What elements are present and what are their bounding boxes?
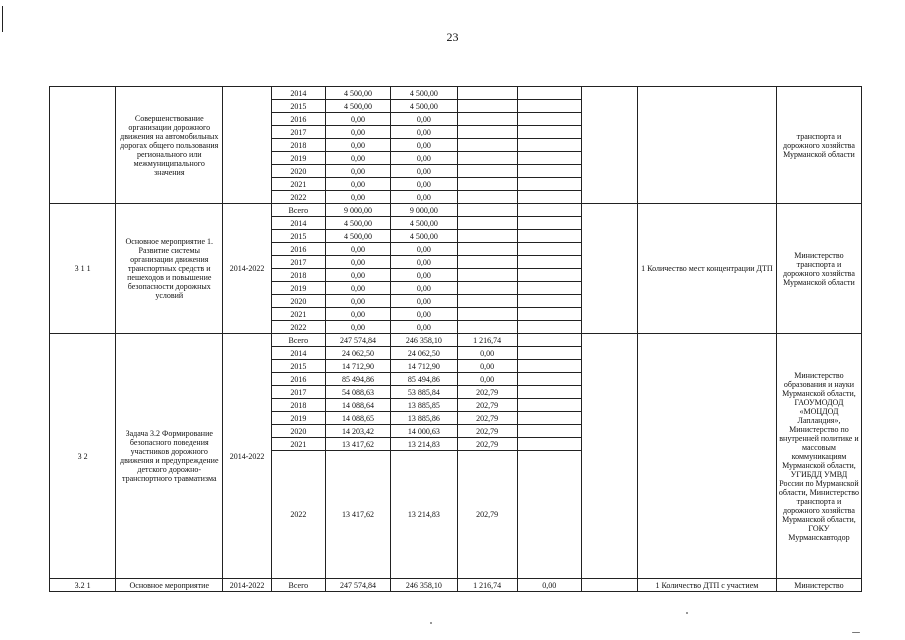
measure-description: Совершенствование организации дорожного движения на автомобильных дорогах общего пользования регионального или межмуниципального значения bbox=[116, 87, 223, 204]
regional-budget-cell: 14 000,63 bbox=[391, 425, 457, 438]
other-source-cell: 202,79 bbox=[457, 425, 517, 438]
measure-description: Основное мероприятие bbox=[116, 579, 223, 592]
year-cell: 2015 bbox=[271, 360, 325, 373]
other-source-cell: 202,79 bbox=[457, 386, 517, 399]
period-cell: 2014-2022 bbox=[223, 204, 272, 334]
regional-budget-cell: 0,00 bbox=[391, 165, 457, 178]
extra-cell bbox=[517, 139, 581, 152]
indicator-cell bbox=[637, 334, 776, 579]
extra-cell bbox=[517, 269, 581, 282]
extra-cell bbox=[517, 386, 581, 399]
other-source-cell bbox=[457, 321, 517, 334]
extra-cell bbox=[517, 100, 581, 113]
year-cell: 2021 bbox=[271, 308, 325, 321]
regional-budget-cell: 4 500,00 bbox=[391, 230, 457, 243]
year-cell: 2014 bbox=[271, 347, 325, 360]
total-funding-cell: 4 500,00 bbox=[325, 87, 390, 100]
extra-cell bbox=[581, 87, 637, 204]
other-source-cell: 0,00 bbox=[457, 347, 517, 360]
total-funding-cell: 247 574,84 bbox=[325, 579, 390, 592]
total-funding-cell: 4 500,00 bbox=[325, 100, 390, 113]
total-funding-cell: 0,00 bbox=[325, 139, 390, 152]
other-source-cell bbox=[457, 126, 517, 139]
year-cell: 2021 bbox=[271, 178, 325, 191]
other-source-cell bbox=[457, 204, 517, 217]
year-cell: 2018 bbox=[271, 139, 325, 152]
regional-budget-cell: 0,00 bbox=[391, 295, 457, 308]
year-cell: Всего bbox=[271, 204, 325, 217]
regional-budget-cell: 246 358,10 bbox=[391, 334, 457, 347]
year-cell: Всего bbox=[271, 579, 325, 592]
total-funding-cell: 54 088,63 bbox=[325, 386, 390, 399]
total-funding-cell: 0,00 bbox=[325, 126, 390, 139]
regional-budget-cell: 4 500,00 bbox=[391, 217, 457, 230]
extra-cell bbox=[517, 347, 581, 360]
other-source-cell bbox=[457, 256, 517, 269]
scan-speck bbox=[852, 632, 860, 633]
other-source-cell bbox=[457, 269, 517, 282]
total-funding-cell: 0,00 bbox=[325, 178, 390, 191]
extra-cell bbox=[517, 425, 581, 438]
other-source-cell: 0,00 bbox=[457, 373, 517, 386]
year-cell: 2021 bbox=[271, 438, 325, 451]
other-source-cell bbox=[457, 230, 517, 243]
year-cell: 2018 bbox=[271, 269, 325, 282]
total-funding-cell: 0,00 bbox=[325, 269, 390, 282]
regional-budget-cell: 4 500,00 bbox=[391, 100, 457, 113]
year-cell: 2020 bbox=[271, 165, 325, 178]
code-cell bbox=[50, 87, 116, 204]
year-cell: 2014 bbox=[271, 87, 325, 100]
regional-budget-cell: 0,00 bbox=[391, 191, 457, 204]
total-funding-cell: 14 712,90 bbox=[325, 360, 390, 373]
extra-cell bbox=[517, 243, 581, 256]
year-cell: 2020 bbox=[271, 295, 325, 308]
period-cell: 2014-2022 bbox=[223, 334, 272, 579]
regional-budget-cell: 24 062,50 bbox=[391, 347, 457, 360]
total-funding-cell: 0,00 bbox=[325, 321, 390, 334]
total-funding-cell: 24 062,50 bbox=[325, 347, 390, 360]
extra-cell bbox=[517, 178, 581, 191]
regional-budget-cell: 0,00 bbox=[391, 256, 457, 269]
other-source-cell bbox=[457, 295, 517, 308]
year-cell: 2022 bbox=[271, 321, 325, 334]
total-funding-cell: 0,00 bbox=[325, 165, 390, 178]
regional-budget-cell: 0,00 bbox=[391, 269, 457, 282]
year-cell: 2016 bbox=[271, 243, 325, 256]
total-funding-cell: 4 500,00 bbox=[325, 217, 390, 230]
other-source-cell: 1 216,74 bbox=[457, 334, 517, 347]
table-row bbox=[50, 579, 862, 592]
extra-cell bbox=[517, 451, 581, 579]
total-funding-cell: 13 417,62 bbox=[325, 438, 390, 451]
code-cell: 3 2 bbox=[50, 334, 116, 579]
regional-budget-cell: 0,00 bbox=[391, 152, 457, 165]
task-description: Задача 3.2 Формирование безопасного поведения участников дорожного движения и предупреждение детского дорожно-транспортного травматизма bbox=[116, 334, 223, 579]
year-cell: 2022 bbox=[271, 191, 325, 204]
extra-cell bbox=[517, 217, 581, 230]
extra-cell bbox=[517, 282, 581, 295]
total-funding-cell: 4 500,00 bbox=[325, 230, 390, 243]
other-source-cell bbox=[457, 178, 517, 191]
year-cell: 2016 bbox=[271, 113, 325, 126]
other-source-cell: 0,00 bbox=[457, 360, 517, 373]
scan-edge-mark bbox=[2, 6, 3, 32]
total-funding-cell: 14 088,64 bbox=[325, 399, 390, 412]
total-funding-cell: 14 203,42 bbox=[325, 425, 390, 438]
extra-cell bbox=[517, 295, 581, 308]
measure-description: Основное мероприятие 1. Развитие системы организации движения транспортных средств и пешеходов и повышение безопасности дорожных условий bbox=[116, 204, 223, 334]
year-cell: 2020 bbox=[271, 425, 325, 438]
extra-cell bbox=[517, 334, 581, 347]
total-funding-cell: 0,00 bbox=[325, 243, 390, 256]
year-cell: 2017 bbox=[271, 126, 325, 139]
year-cell: 2019 bbox=[271, 152, 325, 165]
regional-budget-cell: 0,00 bbox=[391, 139, 457, 152]
program-table bbox=[49, 86, 862, 592]
other-source-cell bbox=[457, 165, 517, 178]
extra-cell bbox=[517, 399, 581, 412]
period-cell bbox=[223, 87, 272, 204]
extra-cell bbox=[517, 165, 581, 178]
page-number: 23 bbox=[446, 30, 459, 44]
total-funding-cell: 0,00 bbox=[325, 282, 390, 295]
total-funding-cell: 247 574,84 bbox=[325, 334, 390, 347]
year-cell: 2017 bbox=[271, 386, 325, 399]
extra-cell bbox=[517, 230, 581, 243]
other-source-cell bbox=[457, 100, 517, 113]
extra-cell bbox=[581, 204, 637, 334]
other-source-cell bbox=[457, 139, 517, 152]
other-source-cell bbox=[457, 308, 517, 321]
indicator-cell bbox=[637, 87, 776, 204]
total-funding-cell: 0,00 bbox=[325, 152, 390, 165]
total-funding-cell: 14 088,65 bbox=[325, 412, 390, 425]
period-cell: 2014-2022 bbox=[223, 579, 272, 592]
extra-cell bbox=[517, 152, 581, 165]
table-row bbox=[50, 204, 862, 217]
code-cell: 3 1 1 bbox=[50, 204, 116, 334]
regional-budget-cell: 13 214,83 bbox=[391, 451, 457, 579]
regional-budget-cell: 0,00 bbox=[391, 308, 457, 321]
table-row bbox=[50, 334, 862, 347]
regional-budget-cell: 0,00 bbox=[391, 126, 457, 139]
year-cell: 2016 bbox=[271, 373, 325, 386]
year-cell: Всего bbox=[271, 334, 325, 347]
regional-budget-cell: 0,00 bbox=[391, 282, 457, 295]
year-cell: 2015 bbox=[271, 100, 325, 113]
total-funding-cell: 0,00 bbox=[325, 113, 390, 126]
year-cell: 2017 bbox=[271, 256, 325, 269]
other-source-cell bbox=[457, 113, 517, 126]
regional-budget-cell: 53 885,84 bbox=[391, 386, 457, 399]
extra-cell bbox=[517, 360, 581, 373]
extra-cell bbox=[581, 579, 637, 592]
regional-budget-cell: 0,00 bbox=[391, 113, 457, 126]
extra-cell bbox=[517, 126, 581, 139]
regional-budget-cell: 13 885,86 bbox=[391, 412, 457, 425]
extra-cell bbox=[517, 113, 581, 126]
total-funding-cell: 0,00 bbox=[325, 308, 390, 321]
code-cell: 3.2 1 bbox=[50, 579, 116, 592]
year-cell: 2014 bbox=[271, 217, 325, 230]
total-funding-cell: 13 417,62 bbox=[325, 451, 390, 579]
extra-cell bbox=[517, 87, 581, 100]
responsible-executor: Министерство транспорта и дорожного хозяйства Мурманской области bbox=[776, 204, 861, 334]
extra-cell bbox=[517, 412, 581, 425]
year-cell: 2015 bbox=[271, 230, 325, 243]
regional-budget-cell: 0,00 bbox=[391, 321, 457, 334]
total-funding-cell: 9 000,00 bbox=[325, 204, 390, 217]
year-cell: 2019 bbox=[271, 412, 325, 425]
other-source-cell bbox=[457, 191, 517, 204]
other-source-cell: 202,79 bbox=[457, 438, 517, 451]
regional-budget-cell: 13 214,83 bbox=[391, 438, 457, 451]
extra-cell bbox=[517, 256, 581, 269]
regional-budget-cell: 9 000,00 bbox=[391, 204, 457, 217]
responsible-executor: Министерство образования и науки Мурманской области, ГАОУМОДОД «МОЦДОД Лапландия», Министерство по внутренней политике и массовым коммуникациям Мурманской области, УГИБДД УМВД России по Мурманской области, Министерство транспорта и дорожного хозяйства Мурманской области, ГОКУ Мурманскавтодор bbox=[776, 334, 861, 579]
indicator-cell: 1 Количество ДТП с участием bbox=[637, 579, 776, 592]
regional-budget-cell: 0,00 bbox=[391, 243, 457, 256]
other-source-cell bbox=[457, 217, 517, 230]
other-source-cell: 1 216,74 bbox=[457, 579, 517, 592]
year-cell: 2019 bbox=[271, 282, 325, 295]
regional-budget-cell: 13 885,85 bbox=[391, 399, 457, 412]
responsible-executor: транспорта и дорожного хозяйства Мурманской области bbox=[776, 87, 861, 204]
extra-cell bbox=[517, 204, 581, 217]
regional-budget-cell: 0,00 bbox=[391, 178, 457, 191]
responsible-executor: Министерство bbox=[776, 579, 861, 592]
regional-budget-cell: 246 358,10 bbox=[391, 579, 457, 592]
other-source-cell bbox=[457, 243, 517, 256]
year-cell: 2022 bbox=[271, 451, 325, 579]
other-source-cell bbox=[457, 87, 517, 100]
total-funding-cell: 0,00 bbox=[325, 295, 390, 308]
total-funding-cell: 85 494,86 bbox=[325, 373, 390, 386]
extra-cell bbox=[517, 191, 581, 204]
regional-budget-cell: 14 712,90 bbox=[391, 360, 457, 373]
scan-speck bbox=[686, 612, 688, 614]
total-funding-cell: 0,00 bbox=[325, 256, 390, 269]
year-cell: 2018 bbox=[271, 399, 325, 412]
extra-cell bbox=[517, 373, 581, 386]
regional-budget-cell: 85 494,86 bbox=[391, 373, 457, 386]
extra-cell bbox=[517, 308, 581, 321]
extra-cell bbox=[517, 321, 581, 334]
other-source-cell bbox=[457, 282, 517, 295]
extra-cell: 0,00 bbox=[517, 579, 581, 592]
total-funding-cell: 0,00 bbox=[325, 191, 390, 204]
other-source-cell bbox=[457, 152, 517, 165]
table-row bbox=[50, 87, 862, 100]
other-source-cell: 202,79 bbox=[457, 399, 517, 412]
regional-budget-cell: 4 500,00 bbox=[391, 87, 457, 100]
extra-cell bbox=[581, 334, 637, 579]
other-source-cell: 202,79 bbox=[457, 412, 517, 425]
extra-cell bbox=[517, 438, 581, 451]
scan-speck bbox=[430, 622, 432, 624]
indicator-cell: 1 Количество мест концентрации ДТП bbox=[637, 204, 776, 334]
other-source-cell: 202,79 bbox=[457, 451, 517, 579]
